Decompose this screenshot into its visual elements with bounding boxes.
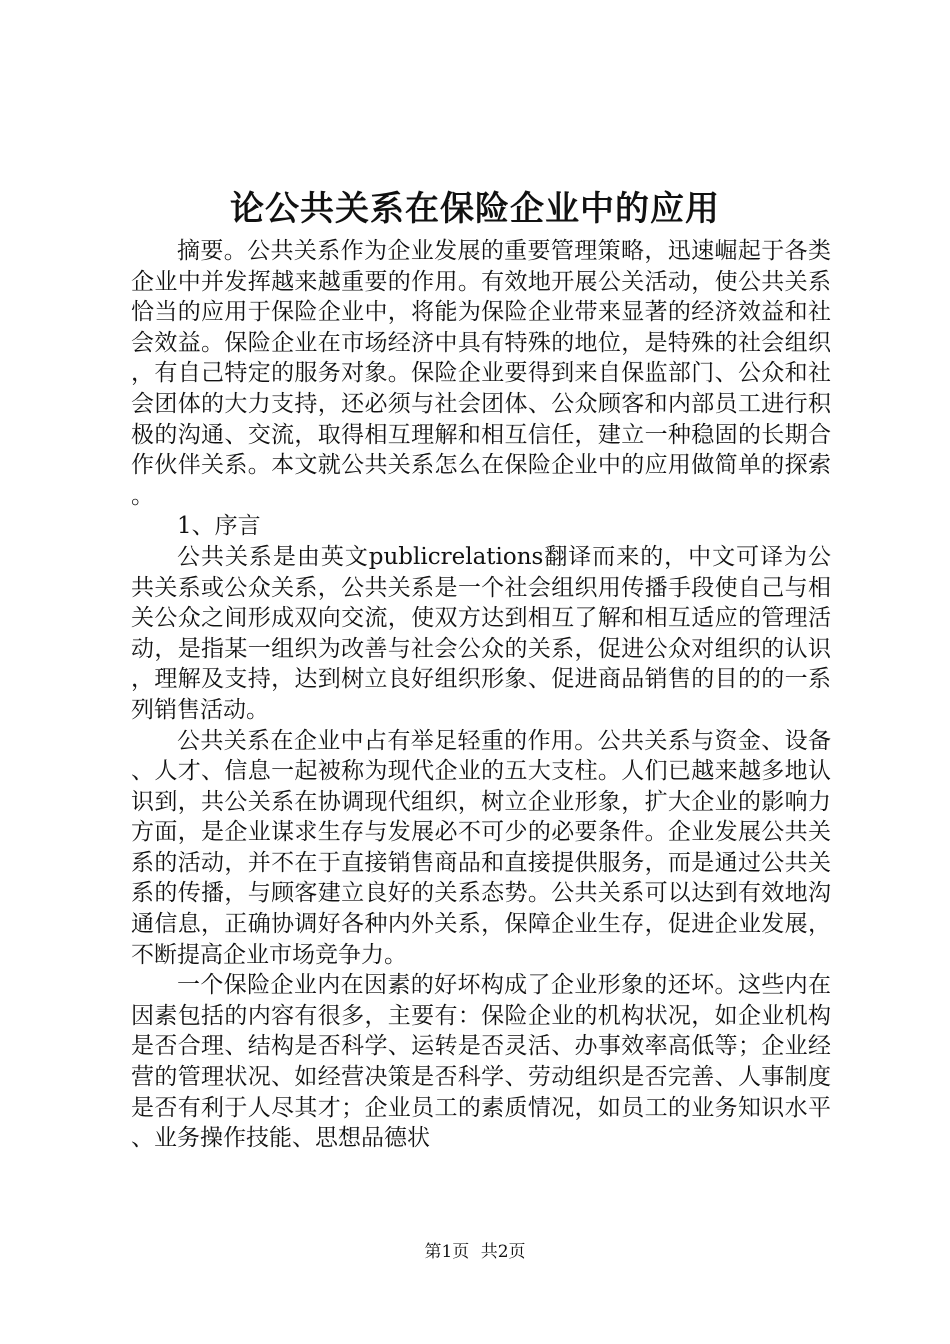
paragraph-importance: 公共关系在企业中占有举足轻重的作用。公共关系与资金、设备、人才、信息一起被称为现代企业的五大支柱。人们已越来越多地认识到，共公关系在协调现代组织，树立企业形象，扩大企业的影响力方面，是企业谋求生存与发展必不可少的必要条件。企业发展公共关系的活动，并不在于直接销售商品和直接提供服务，而是通过公共关系的传播，与顾客建立良好的关系态势。公共关系可以达到有效地沟通信息，正确协调好各种内外关系，保障企业生存，促进企业发展，不断提高企业市场竞争力。	[131, 727, 831, 968]
paragraph-definition: 公共关系是由英文publicrelations翻译而来的，中文可译为公共关系或公众关系，公共关系是一个社会组织用传播手段使自己与相关公众之间形成双向交流，使双方达到相互了解和相互适应的管理活动，是指某一组织为改善与社会公众的关系，促进公众对组织的认识，理解及支持，达到树立良好组织形象、促进商品销售的目的的一系列销售活动。	[131, 543, 831, 723]
page-total: 共2页	[480, 1242, 526, 1262]
section-heading-preface: 1、序言	[177, 513, 261, 540]
document-body	[131, 236, 831, 1154]
document-title: 论公共关系在保险企业中的应用	[230, 189, 720, 229]
paragraph-abstract: 摘要。公共关系作为企业发展的重要管理策略，迅速崛起于各类企业中并发挥越来越重要的作用。有效地开展公关活动，使公共关系恰当的应用于保险企业中，将能为保险企业带来显著的经济效益和社会效益。保险企业在市场经济中具有特殊的地位，是特殊的社会组织，有自己特定的服务对象。保险企业要得到来自保监部门、公众和社会团体的大力支持，还必须与社会团体、公众顾客和内部员工进行积极的沟通、交流，取得相互理解和相互信任，建立一种稳固的长期合作伙伴关系。本文就公共关系怎么在保险企业中的应用做简单的探索。	[131, 238, 831, 509]
paragraph-internal-factors: 一个保险企业内在因素的好坏构成了企业形象的还坏。这些内在因素包括的内容有很多，主要有：保险企业的机构状况，如企业机构是否合理、结构是否科学、运转是否灵活、办事效率高低等；企业经营的管理状况、如经营决策是否科学、劳动组织是否完善、人事制度是否有利于人尽其才；企业员工的素质情况，如员工的业务知识水平、业务操作技能、思想品德状	[131, 972, 831, 1152]
page-number: 第1页	[424, 1242, 470, 1262]
page-footer	[0, 1240, 950, 1264]
